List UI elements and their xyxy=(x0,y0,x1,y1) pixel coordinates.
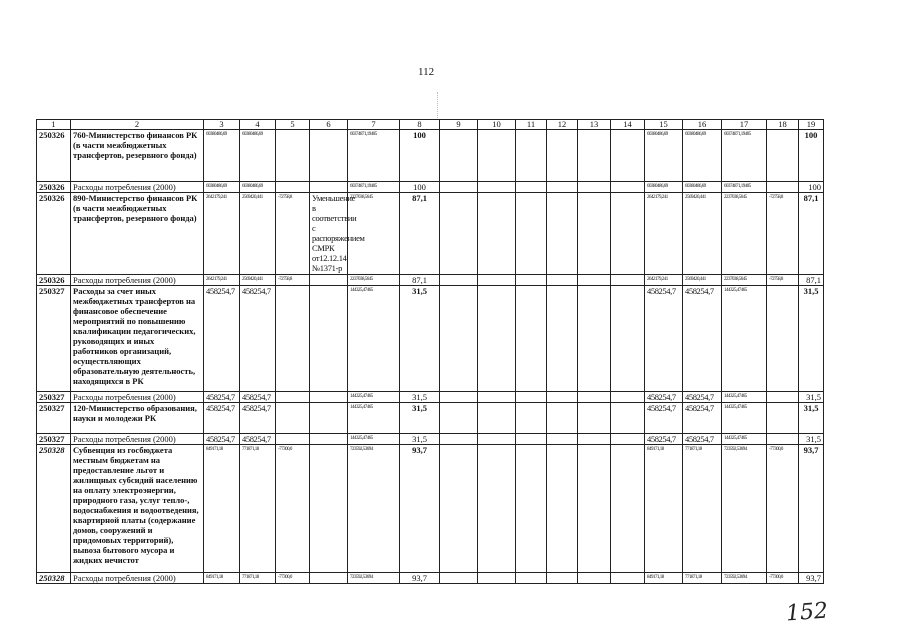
row-value: -72758,8 xyxy=(767,193,799,275)
column-header: 3 xyxy=(204,120,240,130)
row-code: 250326 xyxy=(37,182,71,193)
row-value: 458254,7 xyxy=(645,392,683,403)
column-header: 17 xyxy=(722,120,767,130)
row-value: 60374871,19405 xyxy=(348,182,400,193)
row-value xyxy=(516,182,547,193)
row-value xyxy=(767,392,799,403)
row-value: 458254,7 xyxy=(683,392,722,403)
row-note xyxy=(310,403,348,434)
row-value xyxy=(611,286,645,392)
row-value: 2569420,441 xyxy=(240,275,276,286)
row-value xyxy=(611,445,645,573)
row-value xyxy=(578,130,611,182)
row-value xyxy=(547,434,578,445)
row-value xyxy=(611,392,645,403)
row-percent-total: 31,5 xyxy=(799,392,824,403)
row-name: Расходы потребления (2000) xyxy=(71,182,204,193)
row-value xyxy=(478,445,516,573)
row-value: 458254,7 xyxy=(204,392,240,403)
budget-table xyxy=(36,119,824,584)
row-percent: 31,5 xyxy=(400,434,440,445)
row-value: 60380486,69 xyxy=(683,182,722,193)
row-value xyxy=(578,286,611,392)
row-value xyxy=(516,403,547,434)
row-value: 849171,18 xyxy=(645,573,683,584)
row-value xyxy=(276,130,310,182)
row-value: 2237038,5645 xyxy=(348,275,400,286)
row-percent: 93,7 xyxy=(400,445,440,573)
row-note xyxy=(310,392,348,403)
row-value xyxy=(516,130,547,182)
row-value: 60380486,69 xyxy=(645,182,683,193)
row-value: 849171,18 xyxy=(645,445,683,573)
row-value: 458254,7 xyxy=(683,286,722,392)
row-value: 723592,53694 xyxy=(348,573,400,584)
row-value: 849171,18 xyxy=(204,445,240,573)
table-row xyxy=(37,403,824,434)
row-value xyxy=(547,275,578,286)
row-value xyxy=(516,392,547,403)
row-percent: 31,5 xyxy=(400,286,440,392)
row-value xyxy=(440,275,478,286)
row-value: 458254,7 xyxy=(240,403,276,434)
row-percent: 87,1 xyxy=(400,193,440,275)
row-code: 250326 xyxy=(37,275,71,286)
row-value: 60374871,19405 xyxy=(348,130,400,182)
column-header: 9 xyxy=(440,120,478,130)
row-name: Расходы потребления (2000) xyxy=(71,275,204,286)
row-value: -72758,8 xyxy=(276,275,310,286)
column-header: 14 xyxy=(611,120,645,130)
row-value xyxy=(547,392,578,403)
row-value xyxy=(578,275,611,286)
table-row xyxy=(37,182,824,193)
column-header: 13 xyxy=(578,120,611,130)
row-value: 458254,7 xyxy=(645,403,683,434)
row-code: 250326 xyxy=(37,130,71,182)
row-code: 250327 xyxy=(37,434,71,445)
row-value xyxy=(276,286,310,392)
row-value: 2642179,241 xyxy=(204,275,240,286)
row-value xyxy=(547,286,578,392)
row-name: Расходы потребления (2000) xyxy=(71,434,204,445)
row-value xyxy=(547,403,578,434)
row-value xyxy=(578,403,611,434)
row-value xyxy=(516,573,547,584)
row-value xyxy=(516,434,547,445)
row-value xyxy=(767,286,799,392)
row-value: 849171,18 xyxy=(204,573,240,584)
column-header: 18 xyxy=(767,120,799,130)
row-value: 60380486,69 xyxy=(645,130,683,182)
row-value xyxy=(276,434,310,445)
row-value xyxy=(478,193,516,275)
row-name: 120-Министерство образования, науки и молодежи РК xyxy=(71,403,204,434)
row-value: 60380486,69 xyxy=(204,182,240,193)
row-value: 458254,7 xyxy=(683,434,722,445)
row-value: 458254,7 xyxy=(204,403,240,434)
row-value xyxy=(440,573,478,584)
row-code: 250327 xyxy=(37,286,71,392)
row-note xyxy=(310,275,348,286)
row-value xyxy=(516,286,547,392)
row-value xyxy=(547,445,578,573)
row-value: 771871,18 xyxy=(240,573,276,584)
row-value xyxy=(578,193,611,275)
row-percent-total: 31,5 xyxy=(799,286,824,392)
row-value: 144325,47465 xyxy=(348,403,400,434)
row-value xyxy=(478,434,516,445)
row-value xyxy=(611,403,645,434)
row-value xyxy=(547,573,578,584)
row-value: 2237038,5645 xyxy=(722,193,767,275)
row-value xyxy=(478,130,516,182)
column-header: 1 xyxy=(37,120,71,130)
row-percent: 87,1 xyxy=(400,275,440,286)
row-value xyxy=(440,445,478,573)
row-percent-total: 100 xyxy=(799,182,824,193)
row-value xyxy=(478,403,516,434)
row-code: 250327 xyxy=(37,403,71,434)
row-value: 771871,18 xyxy=(240,445,276,573)
row-value: 144325,47465 xyxy=(722,434,767,445)
row-value: 2642179,241 xyxy=(645,275,683,286)
row-value xyxy=(578,182,611,193)
row-value: 458254,7 xyxy=(240,392,276,403)
row-value xyxy=(440,182,478,193)
row-value: 60374871,19405 xyxy=(722,130,767,182)
row-note xyxy=(310,445,348,573)
row-value: 458254,7 xyxy=(645,286,683,392)
row-value xyxy=(578,445,611,573)
column-header: 6 xyxy=(310,120,348,130)
table-row xyxy=(37,193,824,275)
row-value xyxy=(611,275,645,286)
row-percent-total: 87,1 xyxy=(799,193,824,275)
row-value xyxy=(478,182,516,193)
page-number: 112 xyxy=(418,66,435,78)
row-value xyxy=(440,286,478,392)
row-value: 458254,7 xyxy=(204,434,240,445)
row-value xyxy=(440,392,478,403)
column-header: 8 xyxy=(400,120,440,130)
row-value xyxy=(516,445,547,573)
row-percent-total: 87,1 xyxy=(799,275,824,286)
row-code: 250326 xyxy=(37,193,71,275)
row-value xyxy=(611,434,645,445)
row-code: 250328 xyxy=(37,445,71,573)
row-note xyxy=(310,286,348,392)
row-value xyxy=(440,130,478,182)
table-row xyxy=(37,434,824,445)
row-code: 250327 xyxy=(37,392,71,403)
column-header: 2 xyxy=(71,120,204,130)
row-value: 771871,18 xyxy=(683,445,722,573)
row-value: 723592,53694 xyxy=(722,573,767,584)
table-row xyxy=(37,275,824,286)
table-row xyxy=(37,445,824,573)
row-value: 60380486,69 xyxy=(683,130,722,182)
row-value: 771871,18 xyxy=(683,573,722,584)
row-value xyxy=(611,573,645,584)
row-value xyxy=(767,182,799,193)
table-row xyxy=(37,573,824,584)
row-note xyxy=(310,573,348,584)
row-value: 144325,47465 xyxy=(722,286,767,392)
row-value xyxy=(767,403,799,434)
row-value: 144325,47465 xyxy=(722,392,767,403)
row-value: 458254,7 xyxy=(683,403,722,434)
row-name: 760-Министерство финансов РК (в части межбюджетных трансфертов, резервного фонда) xyxy=(71,130,204,182)
row-value xyxy=(516,193,547,275)
row-value xyxy=(478,275,516,286)
row-value xyxy=(276,403,310,434)
row-value: 723592,53694 xyxy=(722,445,767,573)
row-note: Уменьшение в соответствии с распоряжением СМРК от12.12.14 №1371-р xyxy=(310,193,348,275)
row-value: 458254,7 xyxy=(240,434,276,445)
row-note xyxy=(310,434,348,445)
row-value: 2569420,441 xyxy=(683,193,722,275)
column-header: 5 xyxy=(276,120,310,130)
row-value xyxy=(578,434,611,445)
row-value xyxy=(440,193,478,275)
row-value: 723592,53694 xyxy=(348,445,400,573)
row-value xyxy=(578,392,611,403)
row-value xyxy=(611,182,645,193)
row-value xyxy=(578,573,611,584)
row-note xyxy=(310,130,348,182)
row-value xyxy=(547,193,578,275)
column-header: 4 xyxy=(240,120,276,130)
row-value: 2642179,241 xyxy=(645,193,683,275)
row-percent: 100 xyxy=(400,130,440,182)
row-percent-total: 93,7 xyxy=(799,573,824,584)
row-value xyxy=(611,130,645,182)
row-value: 60374871,19405 xyxy=(722,182,767,193)
row-value: 60380486,69 xyxy=(240,182,276,193)
row-value xyxy=(478,573,516,584)
handwritten-page-number: 152 xyxy=(785,598,829,627)
row-value xyxy=(440,403,478,434)
row-value: 60380486,69 xyxy=(240,130,276,182)
row-percent-total: 93,7 xyxy=(799,445,824,573)
header-row xyxy=(37,120,824,130)
row-value: 2237038,5645 xyxy=(348,193,400,275)
row-value xyxy=(478,392,516,403)
row-value: -72758,8 xyxy=(767,275,799,286)
table-row xyxy=(37,286,824,392)
row-value xyxy=(547,130,578,182)
scan-artifact xyxy=(437,92,440,118)
row-value xyxy=(478,286,516,392)
row-value: 2642179,241 xyxy=(204,193,240,275)
row-value xyxy=(276,182,310,193)
row-value xyxy=(767,434,799,445)
row-value xyxy=(547,182,578,193)
row-value: 60380486,69 xyxy=(204,130,240,182)
row-name: Расходы потребления (2000) xyxy=(71,573,204,584)
row-value xyxy=(276,392,310,403)
row-value xyxy=(516,275,547,286)
row-value: -77300,0 xyxy=(767,445,799,573)
row-value: 144325,47465 xyxy=(348,392,400,403)
row-value: -72758,8 xyxy=(276,193,310,275)
row-value: 458254,7 xyxy=(645,434,683,445)
row-value: 144325,47465 xyxy=(722,403,767,434)
table-row xyxy=(37,392,824,403)
row-value: 2569420,441 xyxy=(683,275,722,286)
row-percent: 93,7 xyxy=(400,573,440,584)
row-value: 458254,7 xyxy=(240,286,276,392)
row-note xyxy=(310,182,348,193)
row-value xyxy=(611,193,645,275)
row-name: Расходы потребления (2000) xyxy=(71,392,204,403)
column-header: 16 xyxy=(683,120,722,130)
row-value: 144325,47465 xyxy=(348,434,400,445)
row-percent: 100 xyxy=(400,182,440,193)
row-value xyxy=(767,130,799,182)
row-percent-total: 31,5 xyxy=(799,434,824,445)
row-name: 890-Министерство финансов РК (в части межбюджетных трансфертов, резервного фонда) xyxy=(71,193,204,275)
row-percent-total: 31,5 xyxy=(799,403,824,434)
row-value: -77300,0 xyxy=(276,445,310,573)
row-name: Субвенция из госбюджета местным бюджетам на предоставление льгот и жилищных субсидий населению на оплату электроэнергии, природного газа, услуг тепло-, водоснабжения и водоотведения, квартирной платы (содержание домов, сооружений и придомовых территорий), вывоза бытового мусора и жидких нечистот xyxy=(71,445,204,573)
column-header: 19 xyxy=(799,120,824,130)
row-percent: 31,5 xyxy=(400,403,440,434)
column-header: 12 xyxy=(547,120,578,130)
row-value: 2237038,5645 xyxy=(722,275,767,286)
row-percent-total: 100 xyxy=(799,130,824,182)
column-header: 11 xyxy=(516,120,547,130)
column-header: 7 xyxy=(348,120,400,130)
row-value: -77300,0 xyxy=(276,573,310,584)
row-value: 2569420,441 xyxy=(240,193,276,275)
row-value: 144325,47465 xyxy=(348,286,400,392)
row-value xyxy=(440,434,478,445)
row-name: Расходы за счет иных межбюджетных трансфертов на финансовое обеспечение мероприятий по повышению квалификации педагогических, руководящих и иных работников организаций, осуществляющих образовательную деятельность, находящихся в РК xyxy=(71,286,204,392)
table-row xyxy=(37,130,824,182)
column-header: 10 xyxy=(478,120,516,130)
row-code: 250328 xyxy=(37,573,71,584)
column-header: 15 xyxy=(645,120,683,130)
row-value: -77300,0 xyxy=(767,573,799,584)
row-value: 458254,7 xyxy=(204,286,240,392)
row-percent: 31,5 xyxy=(400,392,440,403)
